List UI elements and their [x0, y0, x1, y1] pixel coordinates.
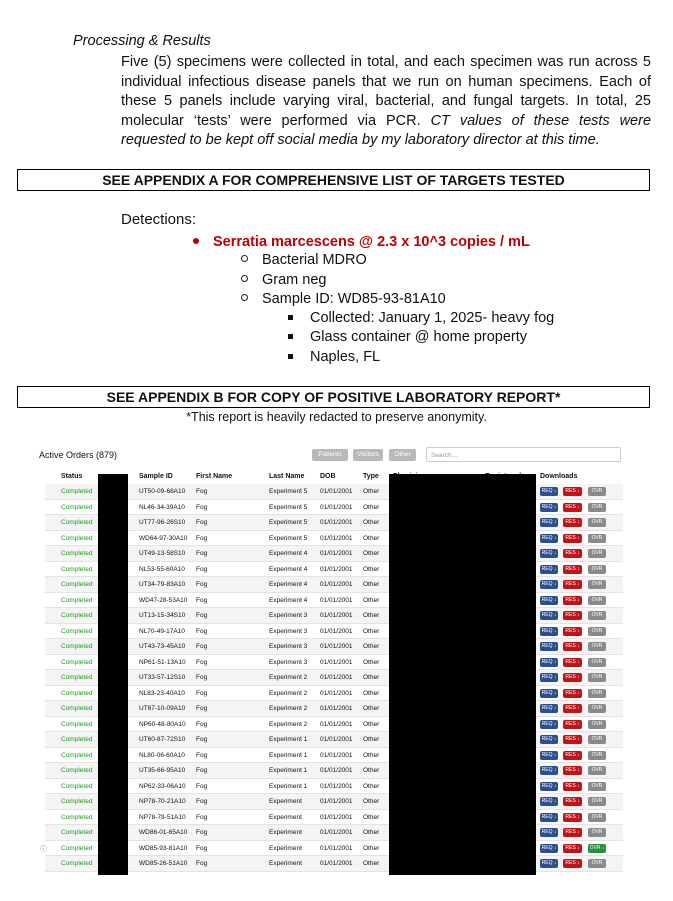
dob-cell: 01/01/2001: [320, 550, 353, 557]
last-name-cell: Experiment 2: [269, 689, 308, 697]
status-cell: Completed: [61, 488, 93, 495]
ovr-button[interactable]: OVR: [588, 828, 606, 837]
lab-report-screenshot: [37, 444, 627, 875]
paragraph-italic: CT values of these tests were requested to be kept off social media by my laboratory director at this time.: [121, 112, 652, 149]
type-cell: Other: [363, 658, 380, 666]
ovr-button[interactable]: OVR: [588, 859, 606, 868]
type-cell: Other: [363, 767, 380, 774]
last-name-cell: Experiment 1: [269, 782, 308, 790]
table-row[interactable]: [45, 608, 623, 624]
first-name-cell: Fog: [196, 658, 208, 666]
dob-cell: 01/01/2001: [320, 782, 353, 790]
ovr-button[interactable]: OVR: [588, 813, 606, 822]
table-row[interactable]: [45, 484, 623, 500]
status-cell: Completed: [61, 596, 93, 604]
first-name-cell: Fog: [196, 782, 208, 790]
first-name-cell: Fog: [196, 674, 208, 681]
last-name-cell: Experiment 3: [269, 612, 308, 619]
last-name-cell: Experiment 1: [269, 767, 308, 774]
sample-id-cell: NP62-33-06A10: [139, 782, 186, 790]
sample-id-cell: NL83-23-40A10: [139, 689, 185, 697]
status-cell: Completed: [61, 627, 93, 635]
status-cell: Completed: [61, 674, 93, 681]
type-cell: Other: [363, 798, 380, 805]
res-download-button[interactable]: RES ↓: [563, 642, 582, 651]
status-cell: Completed: [61, 782, 93, 790]
sample-id-cell: WD47-28-53A10: [139, 596, 188, 604]
req-download-button[interactable]: REQ ↓: [541, 658, 557, 665]
redaction-block: [389, 474, 536, 875]
first-name-cell: Fog: [196, 581, 208, 588]
type-cell: Other: [363, 860, 380, 867]
status-cell: Completed: [61, 844, 93, 852]
res-download-button[interactable]: RES ↓: [563, 487, 582, 496]
type-cell: Other: [363, 813, 380, 821]
first-name-cell: Fog: [196, 798, 208, 805]
ovr-button[interactable]: OVR: [588, 503, 606, 512]
req-download-button[interactable]: REQ ↓: [541, 581, 557, 587]
last-name-cell: Experiment 4: [269, 581, 308, 588]
sample-id-cell: WD85-93-81A10: [139, 844, 188, 852]
col-sample-id[interactable]: Sample ID: [139, 473, 173, 480]
bullet-square-icon: [288, 334, 293, 339]
dob-cell: 01/01/2001: [320, 658, 353, 666]
ovr-button[interactable]: OVR: [588, 782, 606, 791]
table-row[interactable]: [45, 562, 623, 578]
first-name-cell: Fog: [196, 519, 208, 526]
last-name-cell: Experiment 5: [269, 534, 308, 542]
status-cell: Completed: [61, 798, 93, 805]
ovr-button[interactable]: OVR: [588, 627, 606, 636]
sample-id-cell: NL46-34-39A10: [139, 503, 185, 511]
redaction-note: *This report is heavily redacted to preserve anonymity.: [186, 410, 487, 424]
table-row[interactable]: [45, 779, 623, 795]
status-cell: Completed: [61, 581, 93, 588]
other-button[interactable]: Other: [389, 449, 416, 461]
table-row[interactable]: [45, 670, 623, 686]
ovr-button[interactable]: OVR: [588, 704, 606, 713]
res-download-button[interactable]: RES ↓: [563, 627, 582, 636]
last-name-cell: Experiment 2: [269, 720, 308, 728]
last-name-cell: Experiment: [269, 844, 302, 852]
first-name-cell: Fog: [196, 860, 208, 867]
dob-cell: 01/01/2001: [320, 844, 353, 852]
bullet-circle-icon: [241, 275, 248, 282]
type-cell: Other: [363, 643, 380, 650]
status-cell: Completed: [61, 643, 93, 650]
detection-sub-0: [241, 252, 367, 268]
table-row[interactable]: [45, 655, 623, 671]
ovr-button[interactable]: OVR: [588, 689, 606, 698]
col-type[interactable]: Type: [363, 473, 379, 480]
sample-id-cell: WD86-01-65A10: [139, 829, 188, 836]
first-name-cell: Fog: [196, 503, 208, 511]
dob-cell: 01/01/2001: [320, 519, 353, 526]
ovr-button[interactable]: OVR: [588, 642, 606, 651]
table-row[interactable]: [40, 841, 623, 857]
last-name-cell: Experiment: [269, 860, 302, 867]
type-cell: Other: [363, 612, 380, 619]
ovr-button[interactable]: OVR: [588, 565, 606, 574]
dob-cell: 01/01/2001: [320, 612, 353, 619]
req-download-button[interactable]: REQ ↓: [541, 519, 557, 525]
dob-cell: 01/01/2001: [320, 720, 353, 728]
req-download-button[interactable]: REQ ↓: [541, 736, 557, 742]
results-paragraph: [121, 53, 651, 151]
first-name-cell: Fog: [196, 488, 208, 495]
last-name-cell: Experiment 2: [269, 705, 308, 712]
detection-sub-2: [241, 291, 446, 307]
status-cell: Completed: [61, 767, 93, 774]
ovr-button[interactable]: OVR: [588, 487, 606, 496]
ovr-button[interactable]: OVR: [588, 751, 606, 760]
req-download-button[interactable]: REQ ↓: [541, 798, 557, 804]
paragraph-plain: Five (5) specimens were collected in total, and each specimen was run across 5 individual infectious disease panels that we run on human specimens. Each of these 5 panels include varying viral, bacterial, and fungal targets. In total, 25 molecular ‘tests’ were performed via PCR.: [121, 54, 651, 129]
sample-id-cell: UT77-96-26S10: [139, 519, 186, 526]
status-cell: Completed: [61, 705, 93, 712]
req-download-button[interactable]: REQ ↓: [541, 751, 557, 758]
req-download-button[interactable]: REQ ↓: [541, 534, 557, 541]
status-cell: Completed: [61, 658, 93, 666]
res-download-button[interactable]: RES ↓: [563, 751, 582, 760]
req-download-button[interactable]: REQ ↓: [541, 627, 557, 634]
info-icon[interactable]: ⓘ: [40, 845, 47, 853]
status-cell: Completed: [61, 534, 93, 542]
req-download-button[interactable]: REQ ↓: [541, 705, 557, 711]
last-name-cell: Experiment 5: [269, 519, 308, 526]
status-cell: Completed: [61, 736, 93, 743]
type-cell: Other: [363, 720, 380, 728]
sample-id-cell: UT35-66-95A10: [139, 767, 186, 774]
ovr-button[interactable]: OVR: [588, 766, 606, 775]
req-download-button[interactable]: REQ ↓: [541, 643, 557, 649]
res-download-button[interactable]: RES ↓: [563, 735, 582, 744]
type-cell: Other: [363, 751, 380, 759]
first-name-cell: Fog: [196, 844, 208, 852]
sample-id-cell: NP78-79-51A10: [139, 813, 186, 821]
ovr-button[interactable]: OVR: [588, 549, 606, 558]
table-row[interactable]: [45, 624, 623, 640]
sample-id-cell: UT67-10-09A10: [139, 705, 186, 712]
detection-detail-2: [288, 349, 380, 365]
status-cell: Completed: [61, 689, 93, 697]
detail-label: Glass container @ home property: [310, 329, 528, 345]
last-name-cell: Experiment: [269, 829, 302, 836]
table-row[interactable]: [45, 531, 623, 547]
sample-id-cell: UT13-15-34S10: [139, 612, 186, 619]
type-cell: Other: [363, 829, 380, 836]
dob-cell: 01/01/2001: [320, 503, 353, 511]
table-row[interactable]: [45, 515, 623, 531]
last-name-cell: Experiment: [269, 813, 302, 821]
sample-id-cell: UT34-79-83A10: [139, 581, 186, 588]
sample-id-cell: NP61-51-13A10: [139, 658, 186, 666]
res-download-button[interactable]: RES ↓: [563, 844, 582, 853]
detection-detail-0: [288, 310, 554, 326]
req-download-button[interactable]: REQ ↓: [541, 844, 557, 851]
dob-cell: 01/01/2001: [320, 813, 353, 821]
type-cell: Other: [363, 596, 380, 604]
ovr-button[interactable]: OVR ↓: [589, 844, 605, 851]
dob-cell: 01/01/2001: [320, 565, 353, 573]
appendix-b-banner: SEE APPENDIX B FOR COPY OF POSITIVE LABORATORY REPORT*: [17, 386, 650, 408]
sample-id-cell: UT43-73-45A10: [139, 643, 186, 650]
last-name-cell: Experiment 5: [269, 503, 308, 511]
first-name-cell: Fog: [196, 627, 208, 635]
status-cell: Completed: [61, 751, 93, 759]
req-download-button[interactable]: REQ ↓: [541, 782, 557, 789]
res-download-button[interactable]: RES ↓: [563, 859, 582, 868]
last-name-cell: Experiment 5: [269, 488, 308, 495]
req-download-button[interactable]: REQ ↓: [541, 612, 557, 618]
sub-label: Gram neg: [262, 272, 327, 288]
type-cell: Other: [363, 689, 380, 697]
type-cell: Other: [363, 782, 380, 790]
res-download-button[interactable]: RES ↓: [563, 565, 582, 574]
last-name-cell: Experiment 1: [269, 736, 308, 743]
visitors-button[interactable]: Visitors: [353, 449, 383, 461]
status-cell: Completed: [61, 829, 93, 836]
first-name-cell: Fog: [196, 751, 208, 759]
ovr-button[interactable]: OVR: [588, 518, 606, 527]
status-cell: Completed: [61, 503, 93, 511]
bullet-circle-icon: [241, 294, 248, 301]
patients-button[interactable]: Patients: [312, 449, 348, 461]
req-download-button[interactable]: REQ ↓: [541, 767, 557, 773]
res-download-button[interactable]: RES ↓: [563, 828, 582, 837]
res-download-button[interactable]: RES ↓: [563, 580, 582, 589]
col-last-name[interactable]: Last Name: [269, 473, 305, 480]
table-row[interactable]: [45, 639, 623, 655]
dob-cell: 01/01/2001: [320, 596, 353, 604]
status-cell: Completed: [61, 813, 93, 821]
detection-primary: [193, 234, 530, 250]
res-download-button[interactable]: RES ↓: [563, 518, 582, 527]
req-download-button[interactable]: REQ ↓: [541, 503, 557, 510]
sample-id-cell: UT33-57-12S10: [139, 674, 186, 681]
type-cell: Other: [363, 736, 380, 743]
last-name-cell: Experiment 4: [269, 596, 308, 604]
type-cell: Other: [363, 705, 380, 712]
table-row[interactable]: [45, 732, 623, 748]
dob-cell: 01/01/2001: [320, 736, 353, 743]
req-download-button[interactable]: REQ ↓: [541, 813, 557, 820]
first-name-cell: Fog: [196, 736, 208, 743]
dob-cell: 01/01/2001: [320, 643, 353, 650]
req-download-button[interactable]: REQ ↓: [541, 860, 557, 866]
type-cell: Other: [363, 674, 380, 681]
res-download-button[interactable]: RES ↓: [563, 611, 582, 620]
first-name-cell: Fog: [196, 565, 208, 573]
table-row[interactable]: [45, 500, 623, 516]
last-name-cell: Experiment 4: [269, 550, 308, 557]
last-name-cell: Experiment 3: [269, 658, 308, 666]
ovr-button[interactable]: OVR: [588, 735, 606, 744]
dob-cell: 01/01/2001: [320, 829, 353, 836]
table-row[interactable]: [45, 577, 623, 593]
req-download-button[interactable]: REQ ↓: [541, 720, 557, 727]
sub-label: Sample ID: WD85-93-81A10: [262, 291, 446, 307]
bullet-square-icon: [288, 354, 293, 359]
col-dob[interactable]: DOB: [320, 473, 336, 480]
last-name-cell: Experiment: [269, 798, 302, 805]
search-input[interactable]: Search...: [426, 447, 621, 462]
col-status[interactable]: Status: [61, 473, 83, 480]
appendix-a-banner: SEE APPENDIX A FOR COMPREHENSIVE LIST OF TARGETS TESTED: [17, 169, 650, 191]
dob-cell: 01/01/2001: [320, 674, 353, 681]
res-download-button[interactable]: RES ↓: [563, 534, 582, 543]
last-name-cell: Experiment 3: [269, 643, 308, 650]
detection-detail-1: [288, 329, 527, 345]
req-download-button[interactable]: REQ ↓: [541, 550, 557, 556]
sample-id-cell: NL70-49-17A10: [139, 627, 185, 635]
status-cell: Completed: [61, 565, 93, 573]
type-cell: Other: [363, 550, 380, 557]
sample-id-cell: WD85-26-51A10: [139, 860, 188, 867]
status-cell: Completed: [61, 550, 93, 557]
dob-cell: 01/01/2001: [320, 860, 353, 867]
type-cell: Other: [363, 565, 380, 573]
sample-id-cell: WD64-97-30A10: [139, 534, 188, 542]
bullet-square-icon: [288, 315, 293, 320]
sub-label: Bacterial MDRO: [262, 252, 367, 268]
req-download-button[interactable]: REQ ↓: [541, 565, 557, 572]
dob-cell: 01/01/2001: [320, 627, 353, 635]
table-row[interactable]: [45, 717, 623, 733]
first-name-cell: Fog: [196, 705, 208, 712]
res-download-button[interactable]: RES ↓: [563, 704, 582, 713]
dob-cell: 01/01/2001: [320, 534, 353, 542]
sample-id-cell: UT49-13-58S10: [139, 550, 186, 557]
redaction-block: [98, 474, 128, 875]
ovr-button[interactable]: OVR: [588, 580, 606, 589]
req-download-button[interactable]: REQ ↓: [541, 596, 557, 603]
active-orders-title: Active Orders (879): [39, 450, 118, 460]
res-download-button[interactable]: RES ↓: [563, 673, 582, 682]
last-name-cell: Experiment 1: [269, 751, 308, 759]
res-download-button[interactable]: RES ↓: [563, 766, 582, 775]
res-download-button[interactable]: RES ↓: [563, 782, 582, 791]
ovr-button[interactable]: OVR: [588, 611, 606, 620]
dob-cell: 01/01/2001: [320, 798, 353, 805]
sample-id-cell: NL80-06-60A10: [139, 751, 185, 759]
dob-cell: 01/01/2001: [320, 705, 353, 712]
ovr-button[interactable]: OVR: [588, 797, 606, 806]
first-name-cell: Fog: [196, 643, 208, 650]
res-download-button[interactable]: RES ↓: [563, 813, 582, 822]
res-download-button[interactable]: RES ↓: [563, 503, 582, 512]
dob-cell: 01/01/2001: [320, 581, 353, 588]
type-cell: Other: [363, 503, 380, 511]
res-download-button[interactable]: RES ↓: [563, 689, 582, 698]
dob-cell: 01/01/2001: [320, 751, 353, 759]
req-download-button[interactable]: REQ ↓: [541, 488, 557, 494]
first-name-cell: Fog: [196, 720, 208, 728]
table-row[interactable]: [45, 856, 623, 872]
col-first-name[interactable]: First Name: [196, 473, 233, 480]
res-download-button[interactable]: RES ↓: [563, 658, 582, 667]
last-name-cell: Experiment 3: [269, 627, 308, 635]
req-download-button[interactable]: REQ ↓: [541, 674, 557, 680]
type-cell: Other: [363, 519, 380, 526]
table-row[interactable]: [45, 748, 623, 764]
dob-cell: 01/01/2001: [320, 767, 353, 774]
detections-label: Detections:: [121, 211, 197, 228]
res-download-button[interactable]: RES ↓: [563, 549, 582, 558]
sample-id-cell: UT60-87-72S10: [139, 736, 186, 743]
first-name-cell: Fog: [196, 767, 208, 774]
res-download-button[interactable]: RES ↓: [563, 596, 582, 605]
req-download-button[interactable]: REQ ↓: [541, 689, 557, 696]
table-row[interactable]: [45, 546, 623, 562]
ovr-button[interactable]: OVR: [588, 720, 606, 729]
sample-id-cell: NL53-55-60A10: [139, 565, 185, 573]
ovr-button[interactable]: OVR: [588, 596, 606, 605]
ovr-button[interactable]: OVR: [588, 658, 606, 667]
last-name-cell: Experiment 2: [269, 674, 308, 681]
status-cell: Completed: [61, 720, 93, 728]
first-name-cell: Fog: [196, 534, 208, 542]
detection-sub-1: [241, 272, 326, 288]
first-name-cell: Fog: [196, 829, 208, 836]
first-name-cell: Fog: [196, 612, 208, 619]
first-name-cell: Fog: [196, 813, 208, 821]
detail-label: Collected: January 1, 2025- heavy fog: [310, 310, 555, 326]
last-name-cell: Experiment 4: [269, 565, 308, 573]
sample-id-cell: NP78-70-21A10: [139, 798, 186, 805]
type-cell: Other: [363, 844, 380, 852]
sample-id-cell: NP60-48-80A10: [139, 720, 186, 728]
ovr-button[interactable]: OVR: [588, 673, 606, 682]
req-download-button[interactable]: REQ ↓: [541, 829, 557, 835]
first-name-cell: Fog: [196, 689, 208, 697]
res-download-button[interactable]: RES ↓: [563, 797, 582, 806]
first-name-cell: Fog: [196, 550, 208, 557]
dob-cell: 01/01/2001: [320, 689, 353, 697]
type-cell: Other: [363, 488, 380, 495]
bullet-dot-icon: [193, 238, 199, 244]
type-cell: Other: [363, 627, 380, 635]
dob-cell: 01/01/2001: [320, 488, 353, 495]
bullet-circle-icon: [241, 255, 248, 262]
type-cell: Other: [363, 581, 380, 588]
res-download-button[interactable]: RES ↓: [563, 720, 582, 729]
detail-label: Naples, FL: [310, 349, 381, 365]
type-cell: Other: [363, 534, 380, 542]
status-cell: Completed: [61, 519, 93, 526]
table-row[interactable]: [45, 825, 623, 841]
status-cell: Completed: [61, 612, 93, 619]
organism-result: Serratia marcescens @ 2.3 x 10^3 copies / mL: [213, 234, 530, 250]
table-row[interactable]: [45, 810, 623, 826]
first-name-cell: Fog: [196, 596, 208, 604]
table-row[interactable]: [45, 686, 623, 702]
table-row[interactable]: [45, 593, 623, 609]
ovr-button[interactable]: OVR: [588, 534, 606, 543]
col-downloads[interactable]: Downloads: [540, 473, 578, 480]
sample-id-cell: UT50-09-68A10: [139, 488, 186, 495]
table-row[interactable]: [45, 763, 623, 779]
status-cell: Completed: [61, 860, 93, 867]
section-heading: Processing & Results: [73, 33, 211, 49]
table-row[interactable]: [45, 701, 623, 717]
table-row[interactable]: [45, 794, 623, 810]
